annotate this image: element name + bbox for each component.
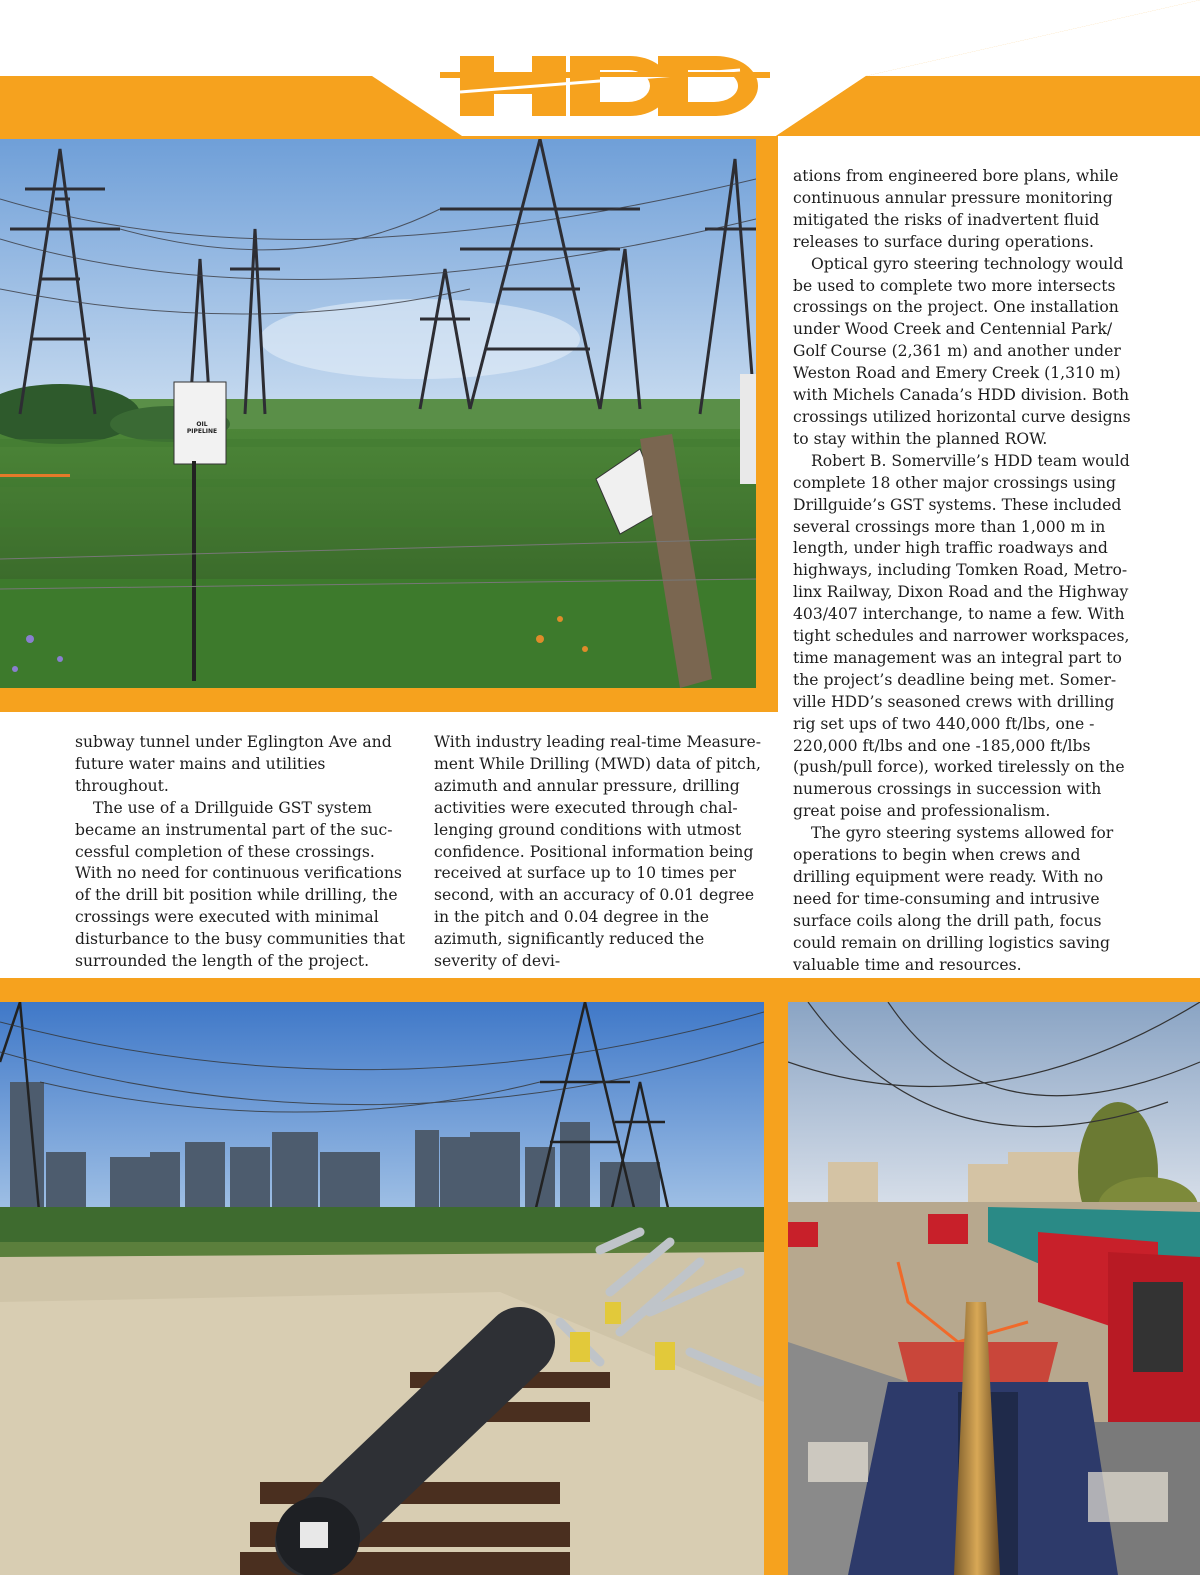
photo-power-lines-cornfield bbox=[0, 139, 756, 688]
article-column-2 bbox=[434, 732, 770, 973]
paragraph: The use of a Drillguide GST system became an instrumental part of the suc-cessful completion of these crossings. With no need for continuous verifications of the drill bit position while drilling, the crossings were executed with minimal disturbance to the busy communities that surrounded the length of the project. bbox=[75, 798, 405, 971]
paragraph: The gyro steering systems allowed for operations to begin when crews and drilling equipment were ready. With no need for time-consuming and intrusive surface coils along the drill path, focus could remain on drilling logistics saving valuable time and resources. bbox=[793, 824, 1114, 974]
bottom-divider bbox=[764, 978, 788, 1575]
paragraph: With industry leading real-time Measure-ment While Drilling (MWD) data of pitch, azimuth and annular pressure, drilling activities were executed through chal-lenging ground conditions with utmost confidence. Positional information being received at surface up to 10 times per second, with an accuracy of 0.01 degree in the pitch and 0.04 degree in the azimuth, significantly reduced the severity of devi- bbox=[434, 733, 761, 971]
photo-drill-rig-site bbox=[788, 1002, 1200, 1575]
bottom-band bbox=[0, 978, 1200, 1002]
paragraph: ations from engineered bore plans, while continuous annular pressure monitoring mitigated the risks of inadvertent fluid releases to surface during operations. bbox=[793, 167, 1119, 251]
hdd-logo bbox=[440, 52, 770, 122]
article-column-1 bbox=[75, 732, 415, 973]
paragraph: Robert B. Somerville’s HDD team would complete 18 other major crossings using Drillguide’s GST systems. These included several crossings more than 1,000 m in length, under high traffic roadways and highways, including Tomken Road, Metro-linx Railway, Dixon Road and the Highway 403/407 interchange, to name a few. With tight schedules and narrower workspaces, time management was an integral part to the project’s deadline being met. Somer-ville HDD’s seasoned crews with drilling rig set ups of two 440,000 ft/lbs, one - 220,000 ft/lbs and one -185,000 ft/lbs (push/pull force), worked tirelessly on the numerous crossings in succession with great poise and professionalism. bbox=[793, 451, 1130, 821]
paragraph: subway tunnel under Eglington Ave and future water mains and utilities throughout. bbox=[75, 733, 392, 795]
article-column-3 bbox=[793, 166, 1131, 977]
paragraph: Optical gyro steering technology would be used to complete two more intersects crossings on the project. One installation under Wood Creek and Centennial Park/ Golf Course (2,361 m) and another under Weston Road and Emery Creek (1,310 m) with Michels Canada’s HDD division. Both crossings utilized horizontal curve designs to stay within the planned ROW. bbox=[793, 254, 1131, 448]
photo-pipe-stringing-skyline bbox=[0, 1002, 764, 1575]
sign-label: OIL PIPELINE bbox=[186, 421, 218, 435]
